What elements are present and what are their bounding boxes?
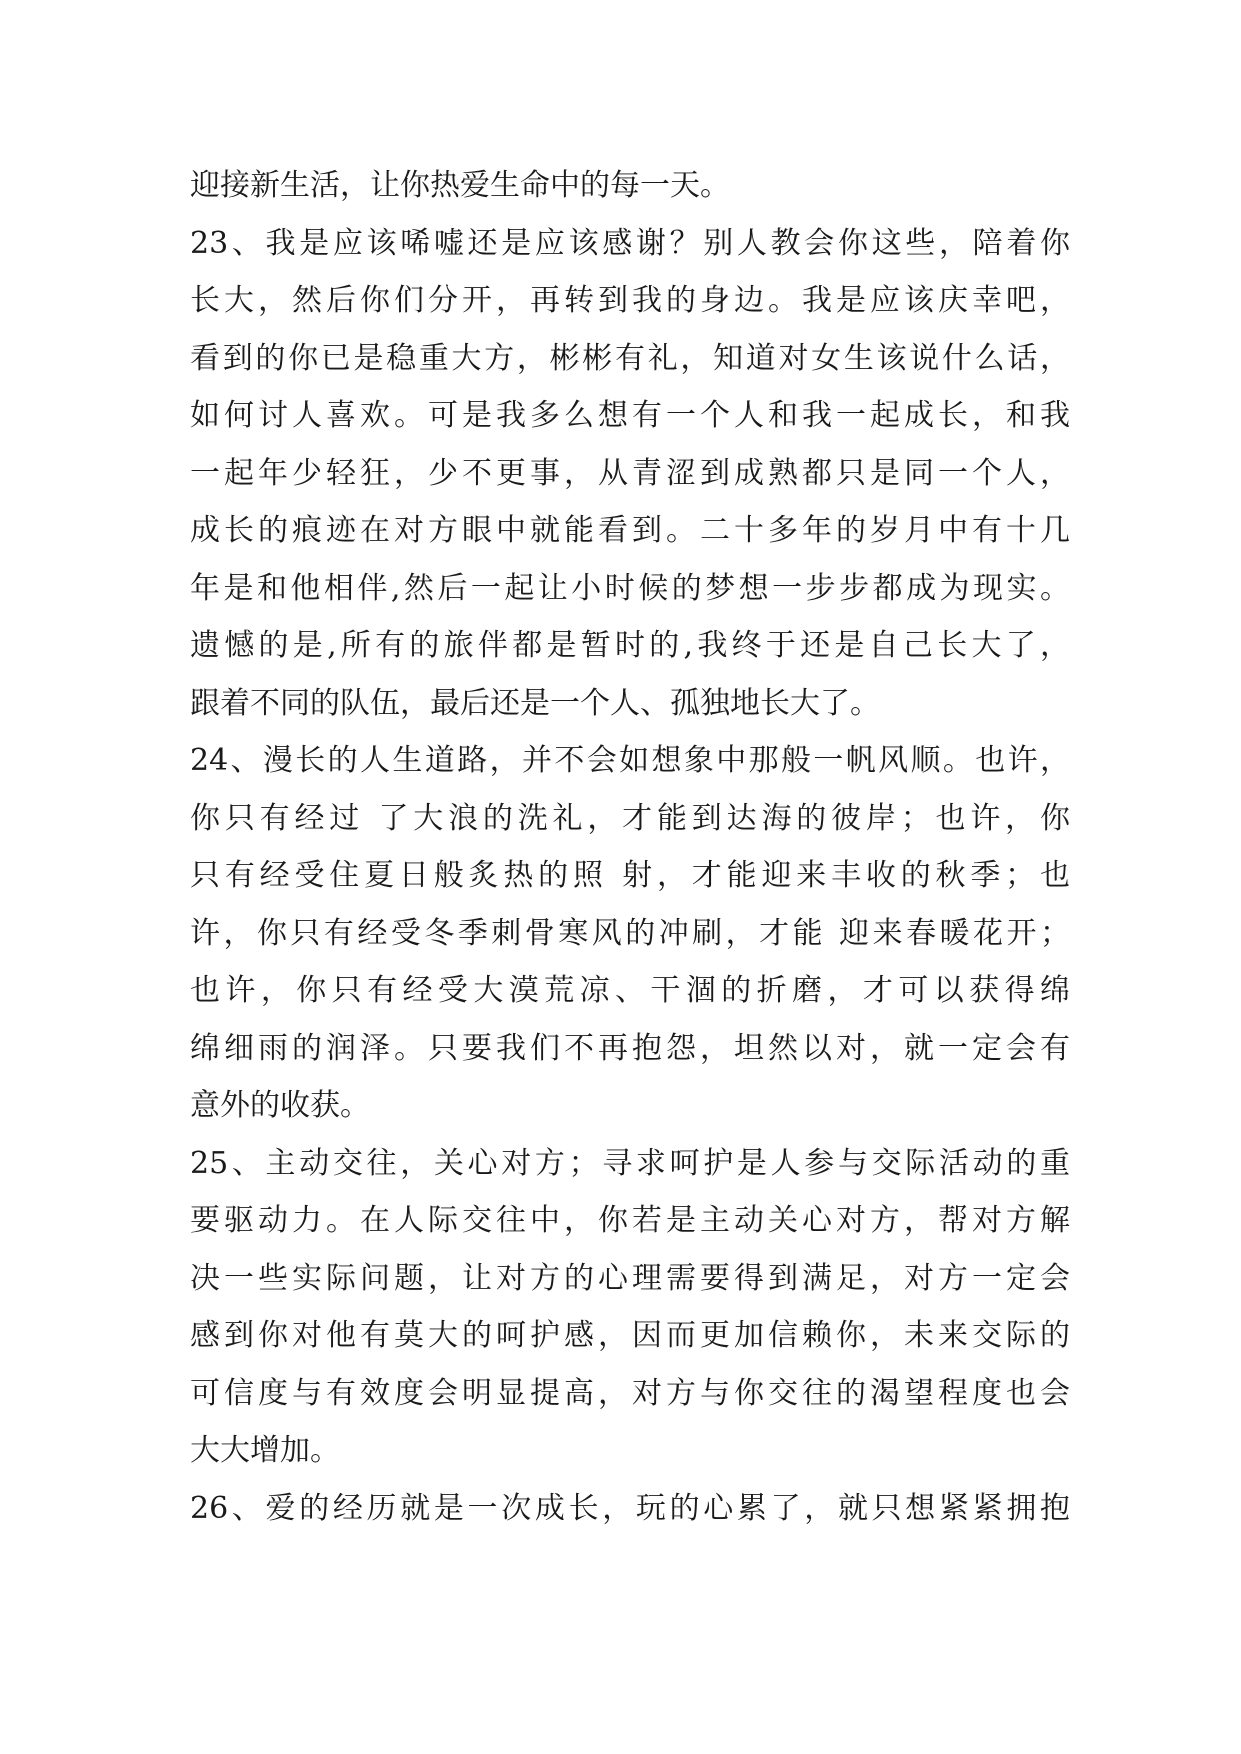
text-line: 也许，你只有经受大漠荒凉、干涸的折磨，才可以获得绵 xyxy=(190,973,1070,1008)
text-line: 绵细雨的润泽。只要我们不再抱怨，坦然以对，就一定会有 xyxy=(190,1030,1070,1066)
text-line: 可信度与有效度会明显提高，对方与你交往的渴望程度也会 xyxy=(190,1375,1070,1411)
text-line: 决一些实际问题，让对方的心理需要得到满足，对方一定会 xyxy=(190,1260,1070,1296)
text-line: 23、我是应该唏嘘还是应该感谢？别人教会你这些，陪着你 xyxy=(190,225,1070,261)
text-line: 年是和他相伴,然后一起让小时候的梦想一步步都成为现实。 xyxy=(190,570,1070,606)
text-line: 意外的收获。 xyxy=(190,1088,370,1123)
text-line: 迎接新生活，让你热爱生命中的每一天。 xyxy=(190,168,730,203)
text-line: 看到的你已是稳重大方，彬彬有礼，知道对女生该说什么话， xyxy=(190,340,1070,376)
text-line: 许，你只有经受冬季刺骨寒风的冲刷，才能 迎来春暖花开； xyxy=(190,915,1070,951)
body-text xyxy=(190,157,1070,1537)
text-line: 24、漫长的人生道路，并不会如想象中那般一帆风顺。也许， xyxy=(190,743,1070,778)
text-line: 遗憾的是,所有的旅伴都是暂时的,我终于还是自己长大了， xyxy=(190,628,1070,663)
text-line: 你只有经过 了大浪的洗礼，才能到达海的彼岸；也许，你 xyxy=(190,800,1070,836)
text-line: 成长的痕迹在对方眼中就能看到。二十多年的岁月中有十几 xyxy=(190,513,1070,548)
text-line: 如何讨人喜欢。可是我多么想有一个人和我一起成长，和我 xyxy=(190,398,1070,433)
text-line: 只有经受住夏日般炙热的照 射，才能迎来丰收的秋季；也 xyxy=(190,858,1070,893)
text-line: 感到你对他有莫大的呵护感，因而更加信赖你，未来交际的 xyxy=(190,1318,1070,1353)
text-line: 25、主动交往，关心对方；寻求呵护是人参与交际活动的重 xyxy=(190,1145,1070,1181)
text-line: 跟着不同的队伍，最后还是一个人、孤独地长大了。 xyxy=(190,685,880,721)
text-line: 一起年少轻狂，少不更事，从青涩到成熟都只是同一个人， xyxy=(190,455,1070,491)
text-line: 长大，然后你们分开，再转到我的身边。我是应该庆幸吧， xyxy=(190,283,1070,318)
text-line: 26、爱的经历就是一次成长，玩的心累了，就只想紧紧拥抱 xyxy=(190,1490,1070,1526)
text-line: 大大增加。 xyxy=(190,1433,340,1468)
text-line: 要驱动力。在人际交往中，你若是主动关心对方，帮对方解 xyxy=(190,1203,1070,1238)
